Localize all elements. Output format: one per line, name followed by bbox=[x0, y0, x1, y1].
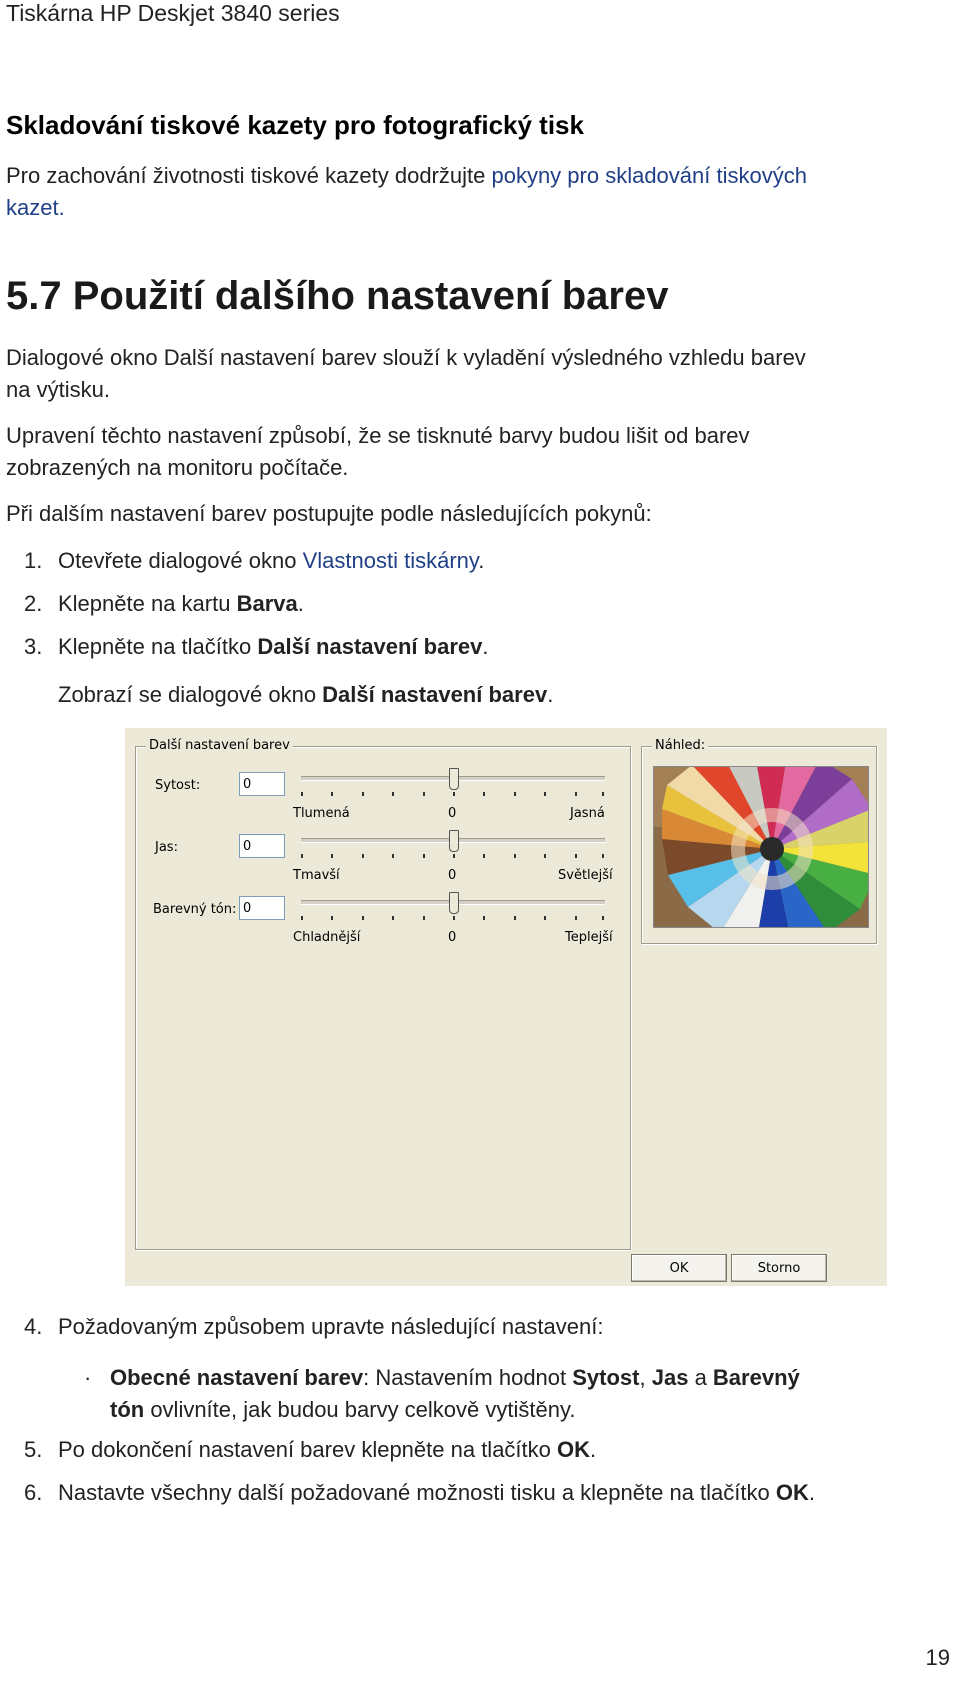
intro-line-2: na výtisku. bbox=[6, 377, 110, 402]
running-header: Tiskárna HP Deskjet 3840 series bbox=[6, 0, 340, 26]
bullet-bold: Barevný bbox=[712, 1365, 800, 1390]
tick bbox=[423, 916, 425, 920]
step-1 bbox=[24, 546, 944, 576]
bullet-bold: tón bbox=[110, 1397, 145, 1422]
bullet-bold: Sytost bbox=[572, 1365, 640, 1390]
step-text: Po dokončení nastavení barev klepněte na tlačítko bbox=[58, 1437, 557, 1462]
storage-heading: Skladování tiskové kazety pro fotografický tisk bbox=[6, 110, 584, 140]
bullet-text: ovlivníte, jak budou barvy celkově vytištěny. bbox=[144, 1397, 576, 1422]
color-settings-group bbox=[135, 738, 631, 1250]
tick bbox=[575, 792, 577, 796]
step-bold: Další nastavení barev bbox=[322, 682, 548, 707]
hue-label: Barevný tón: bbox=[153, 902, 237, 917]
tick bbox=[362, 916, 364, 920]
scale-left: Tmavší bbox=[293, 868, 340, 883]
cancel-button[interactable]: Storno bbox=[731, 1254, 827, 1282]
step-text: Klepněte na kartu bbox=[58, 591, 237, 616]
slider-thumb[interactable] bbox=[449, 768, 459, 790]
tick bbox=[483, 854, 485, 858]
tick bbox=[331, 792, 333, 796]
scale-right: Teplejší bbox=[565, 930, 613, 945]
warning-line-1: Upravení těchto nastavení způsobí, že se tisknuté barvy budou lišit od barev bbox=[6, 423, 750, 448]
preview-image bbox=[653, 766, 869, 928]
step-end: . bbox=[547, 682, 554, 707]
scale-mid: 0 bbox=[448, 806, 457, 821]
tick bbox=[483, 916, 485, 920]
bullet-general-color bbox=[84, 1362, 944, 1426]
step-number: 2. bbox=[24, 591, 43, 616]
step-3 bbox=[24, 632, 944, 662]
tick bbox=[544, 854, 546, 858]
page-number: 19 bbox=[925, 1645, 950, 1670]
bullet-text: a bbox=[688, 1365, 713, 1390]
tick bbox=[423, 854, 425, 858]
step-3-result bbox=[58, 680, 938, 710]
preview-title: Náhled: bbox=[652, 738, 708, 753]
tick bbox=[331, 916, 333, 920]
tick bbox=[423, 792, 425, 796]
scale-left: Tlumená bbox=[293, 806, 350, 821]
storage-link-cont[interactable]: kazet. bbox=[6, 195, 65, 220]
tick bbox=[453, 792, 455, 796]
step-text: Klepněte na tlačítko bbox=[58, 634, 258, 659]
scale-mid: 0 bbox=[448, 930, 457, 945]
step-bold: OK bbox=[775, 1480, 809, 1505]
bullet-bold: Jas bbox=[651, 1365, 689, 1390]
step-bold: Další nastavení barev bbox=[257, 634, 483, 659]
storage-text: Pro zachování životnosti tiskové kazety dodržujte bbox=[6, 163, 492, 188]
step-number: 3. bbox=[24, 634, 43, 659]
tick bbox=[514, 792, 516, 796]
tick bbox=[514, 916, 516, 920]
instructions-intro bbox=[6, 498, 956, 530]
instructions-intro-text: Při dalším nastavení barev postupujte podle následujících pokynů: bbox=[6, 501, 652, 526]
saturation-input[interactable]: 0 bbox=[239, 772, 285, 796]
step-end: . bbox=[808, 1480, 815, 1505]
tick bbox=[544, 916, 546, 920]
scale-right: Jasná bbox=[570, 806, 605, 821]
step-number: 6. bbox=[24, 1480, 43, 1505]
tick bbox=[301, 916, 303, 920]
tick bbox=[575, 854, 577, 858]
step-bold: OK bbox=[557, 1437, 590, 1462]
step-number: 1. bbox=[24, 548, 43, 573]
scale-left: Chladnější bbox=[293, 930, 361, 945]
step-2 bbox=[24, 589, 944, 619]
tick bbox=[301, 792, 303, 796]
bullet-text: : Nastavením hodnot bbox=[363, 1365, 573, 1390]
brightness-slider[interactable] bbox=[301, 832, 605, 862]
tick bbox=[301, 854, 303, 858]
tick bbox=[602, 792, 604, 796]
step-4 bbox=[24, 1312, 944, 1342]
tick bbox=[453, 854, 455, 858]
ok-button[interactable]: OK bbox=[631, 1254, 727, 1282]
hue-slider[interactable] bbox=[301, 894, 605, 924]
slider-thumb[interactable] bbox=[449, 892, 459, 914]
tick bbox=[362, 854, 364, 858]
intro-paragraph bbox=[6, 342, 956, 406]
tick bbox=[575, 916, 577, 920]
saturation-slider[interactable] bbox=[301, 770, 605, 800]
group-title: Další nastavení barev bbox=[146, 738, 293, 753]
tick bbox=[602, 916, 604, 920]
step-6 bbox=[24, 1478, 954, 1508]
slider-thumb[interactable] bbox=[449, 830, 459, 852]
step-text: Otevřete dialogové okno bbox=[58, 548, 303, 573]
tick bbox=[453, 916, 455, 920]
scale-mid: 0 bbox=[448, 868, 457, 883]
color-settings-dialog bbox=[125, 728, 887, 1286]
section-heading: 5.7 Použití dalšího nastavení barev bbox=[6, 274, 669, 318]
scale-right: Světlejší bbox=[558, 868, 613, 883]
step-end: . bbox=[478, 548, 485, 573]
warning-line-2: zobrazených na monitoru počítače. bbox=[6, 455, 349, 480]
storage-paragraph bbox=[6, 160, 956, 224]
printer-properties-link[interactable]: Vlastnosti tiskárny bbox=[302, 548, 479, 573]
step-text: Požadovaným způsobem upravte následující nastavení: bbox=[58, 1314, 604, 1339]
tick bbox=[514, 854, 516, 858]
step-end: . bbox=[590, 1437, 597, 1462]
step-number: 4. bbox=[24, 1314, 43, 1339]
brightness-label: Jas: bbox=[155, 840, 178, 855]
tick bbox=[362, 792, 364, 796]
saturation-label: Sytost: bbox=[155, 778, 201, 793]
step-end: . bbox=[297, 591, 304, 616]
hue-input[interactable]: 0 bbox=[239, 896, 285, 920]
bullet-text: , bbox=[639, 1365, 652, 1390]
tick bbox=[392, 792, 394, 796]
bullet-bold: Obecné nastavení barev bbox=[110, 1365, 364, 1390]
tick bbox=[392, 916, 394, 920]
brightness-input[interactable]: 0 bbox=[239, 834, 285, 858]
storage-link[interactable]: pokyny pro skladování tiskových bbox=[491, 163, 807, 188]
step-text: Zobrazí se dialogové okno bbox=[58, 682, 323, 707]
tick bbox=[483, 792, 485, 796]
step-text: Nastavte všechny další požadované možnosti tisku a klepněte na tlačítko bbox=[58, 1480, 776, 1505]
step-bold: Barva bbox=[236, 591, 298, 616]
tick bbox=[544, 792, 546, 796]
bullet-mark: · bbox=[84, 1365, 92, 1390]
tick bbox=[392, 854, 394, 858]
colored-pencils-image bbox=[654, 767, 868, 927]
tick bbox=[602, 854, 604, 858]
intro-line-1: Dialogové okno Další nastavení barev slouží k vyladění výsledného vzhledu barev bbox=[6, 345, 806, 370]
step-end: . bbox=[482, 634, 489, 659]
tick bbox=[331, 854, 333, 858]
warning-paragraph bbox=[6, 420, 956, 484]
step-number: 5. bbox=[24, 1437, 43, 1462]
step-5 bbox=[24, 1435, 944, 1465]
